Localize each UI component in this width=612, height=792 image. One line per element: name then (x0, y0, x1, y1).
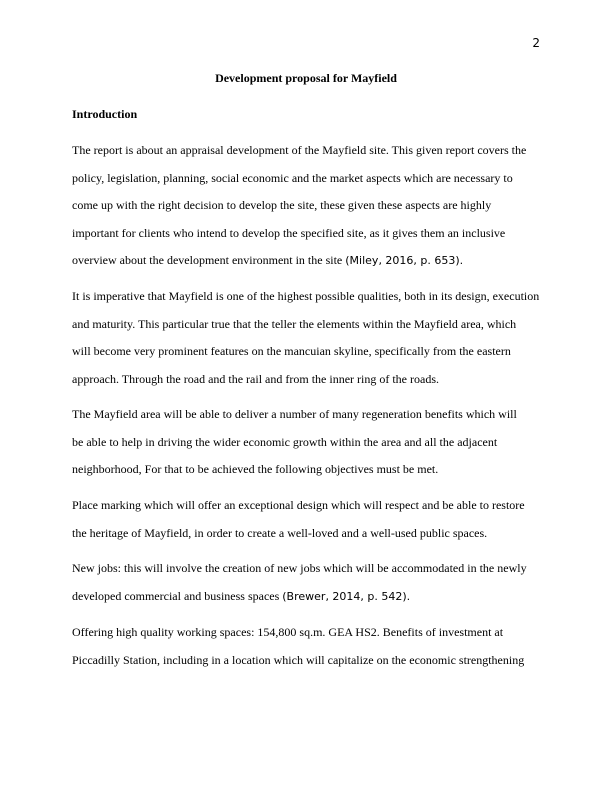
text-line: come up with the right decision to develop the site, these given these aspects are highly (72, 198, 492, 212)
text-line: Place marking which will offer an exceptional design which will respect and be able to restore (72, 498, 525, 512)
page-number: 2 (532, 36, 540, 50)
text-line: It is imperative that Mayfield is one of the highest possible qualities, both in its design, execution (72, 289, 540, 303)
text-line: The Mayfield area will be able to deliver a number of many regeneration benefits which will (72, 407, 517, 421)
text-line: be able to help in driving the wider economic growth within the area and all the adjacent (72, 435, 498, 449)
text-line: policy, legislation, planning, social economic and the market aspects which are necessary to (72, 171, 513, 185)
section-heading: Introduction (72, 107, 138, 121)
text-line: neighborhood, For that to be achieved the following objectives must be met. (72, 462, 439, 476)
document-title: Development proposal for Mayfield (215, 71, 397, 85)
text-line: approach. Through the road and the rail and from the inner ring of the roads. (72, 372, 439, 386)
text-line: will become very prominent features on the mancuian skyline, specifically from the eastern (72, 344, 511, 358)
text-line: and maturity. This particular true that the teller the elements within the Mayfield area, which (72, 317, 517, 331)
citation: (Brewer, 2014, p. 542). (282, 590, 411, 603)
text-line: The report is about an appraisal development of the Mayfield site. This given report covers the (72, 143, 527, 157)
text-line: New jobs: this will involve the creation of new jobs which will be accommodated in the newly (72, 561, 527, 575)
text-line: Offering high quality working spaces: 154,800 sq.m. GEA HS2. Benefits of investment at (72, 625, 504, 639)
text-line: Piccadilly Station, including in a location which will capitalize on the economic strengthening (72, 653, 525, 667)
citation: (Miley, 2016, p. 653). (345, 254, 464, 267)
text-line: the heritage of Mayfield, in order to create a well-loved and a well-used public spaces. (72, 526, 488, 540)
text-span: developed commercial and business spaces (72, 589, 283, 603)
text-span: overview about the development environment in the site (72, 253, 346, 267)
text-line: important for clients who intend to develop the specified site, as it gives them an inclusive (72, 226, 506, 240)
text-line (72, 253, 463, 268)
text-line (72, 589, 410, 604)
